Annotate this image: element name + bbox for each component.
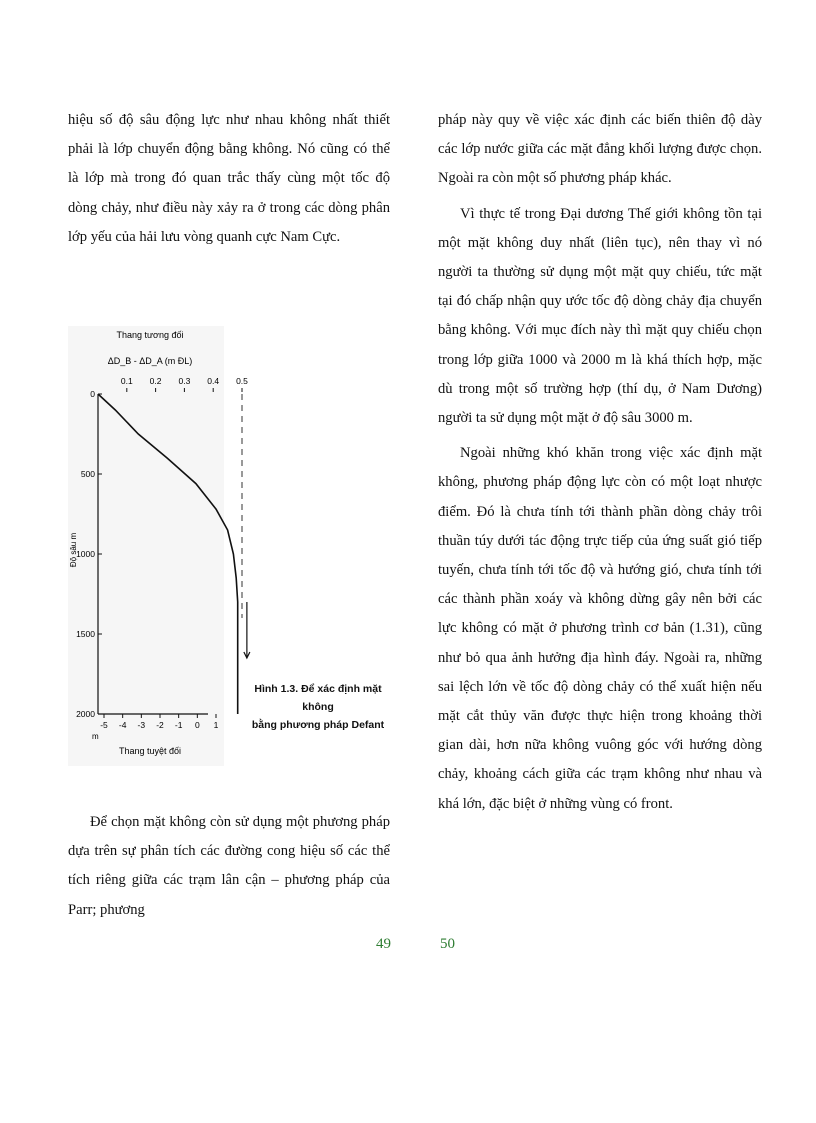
arrow-down-icon — [244, 602, 250, 658]
caption-line-1: Hình 1.3. Để xác định mặt không — [254, 683, 382, 713]
y-tick-label: 2000 — [76, 709, 95, 719]
figure-caption — [248, 680, 388, 734]
y-tick-label: 500 — [80, 469, 95, 479]
bottom-tick-label: -4 — [118, 720, 127, 730]
top-tick-label: 0.5 — [236, 376, 248, 386]
bottom-tick-label: 1 — [213, 720, 219, 730]
y-tick-label: 1500 — [76, 629, 95, 639]
bottom-tick-label: -5 — [100, 720, 108, 730]
bottom-tick-label: -2 — [156, 720, 164, 730]
page-number-left: 49 — [376, 936, 391, 952]
y-axis-label: Độ sâu m — [69, 532, 78, 568]
right-paragraph-2: Vì thực tế trong Đại dương Thế giới không tồn tại một mặt không duy nhất (liên tục), nên thay vì nó người ta thường sử dụng một mặt quy chiếu, tức mặt tại đó chấp nhận quy ước tốc độ dòng chảy địa chuyển bằng không. Với mục đích này thì mặt quy chiếu chọn trong lớp giữa 1000 và 2000 m là khá thích hợp, mặc dù trong một số trường hợp (thí dụ, ở Nam Dương) người ta sử dụng một mặt ở độ sâu 3000 m. — [438, 205, 762, 427]
bottom-tick-label: -1 — [174, 720, 183, 730]
left-column — [68, 106, 390, 252]
page-number-right: 50 — [440, 936, 455, 952]
caption-line-2: bằng phương pháp Defant — [251, 719, 385, 731]
top-axis-title: Thang tương đối — [116, 330, 184, 340]
top-tick-label: 0.4 — [207, 376, 220, 386]
left-column-bottom — [68, 808, 390, 925]
right-column — [438, 106, 762, 819]
left-paragraph-bottom: Để chọn mặt không còn sử dụng một phương pháp dựa trên sự phân tích các đường cong hiệu số các thể tích riêng giữa các trạm lân cận – phương pháp của Parr; phương — [68, 814, 390, 918]
figure-defant — [68, 326, 248, 766]
top-axis-subtitle: ΔD_B - ΔD_A (m ĐL) — [107, 356, 193, 366]
y-tick-label: 1000 — [76, 549, 95, 559]
bottom-axis-title: Thang tuyệt đối — [118, 746, 182, 756]
bottom-tick-label: 0 — [194, 720, 200, 730]
top-tick-label: 0.2 — [149, 376, 162, 386]
top-tick-label: 0.1 — [120, 376, 133, 386]
y-unit: m — [92, 732, 99, 741]
top-tick-label: 0.3 — [178, 376, 191, 386]
figure-svg — [68, 326, 248, 766]
right-paragraph-3: Ngoài những khó khăn trong việc xác định mặt không, phương pháp động lực còn có một loạt nhược điểm. Đó là chưa tính tới thành phần dòng chảy trôi thuần túy dưới tác động trực tiếp của ứng suất gió tiếp tuyến, chưa tính tới tốc độ và hướng gió, chưa tính tới các thành phần xoáy và không dừng gây nên bởi các lực không có mặt ở phương trình cơ bản (1.31), cũng như bỏ qua ảnh hưởng địa hình đáy. Ngoài ra, những sai lệch lớn về tốc độ dòng chảy có thể xuất hiện nếu mặt cắt thủy văn được thực hiện trong khoảng thời gian dài, hơn nữa không vuông góc với hướng dòng chảy, khoảng cách giữa các trạm không như nhau và khá lớn, đặc biệt ở những vùng có front. — [438, 445, 762, 812]
right-paragraph-1: pháp này quy về việc xác định các biến thiên độ dày các lớp nước giữa các mặt đẳng khối lượng được chọn. Ngoài ra còn một số phương pháp khác. — [438, 112, 762, 187]
left-paragraph-top: hiệu số độ sâu động lực như nhau không nhất thiết phải là lớp chuyển động bằng không. Nó cũng có thể là lớp mà trong đó quan trắc thấy cùng một tốc độ dòng chảy, như điều này xảy ra ở trong các dòng phân lớp yếu của hải lưu vòng quanh cực Nam Cực. — [68, 112, 390, 245]
y-tick-label: 0 — [90, 389, 95, 399]
bottom-tick-label: -3 — [137, 720, 146, 730]
